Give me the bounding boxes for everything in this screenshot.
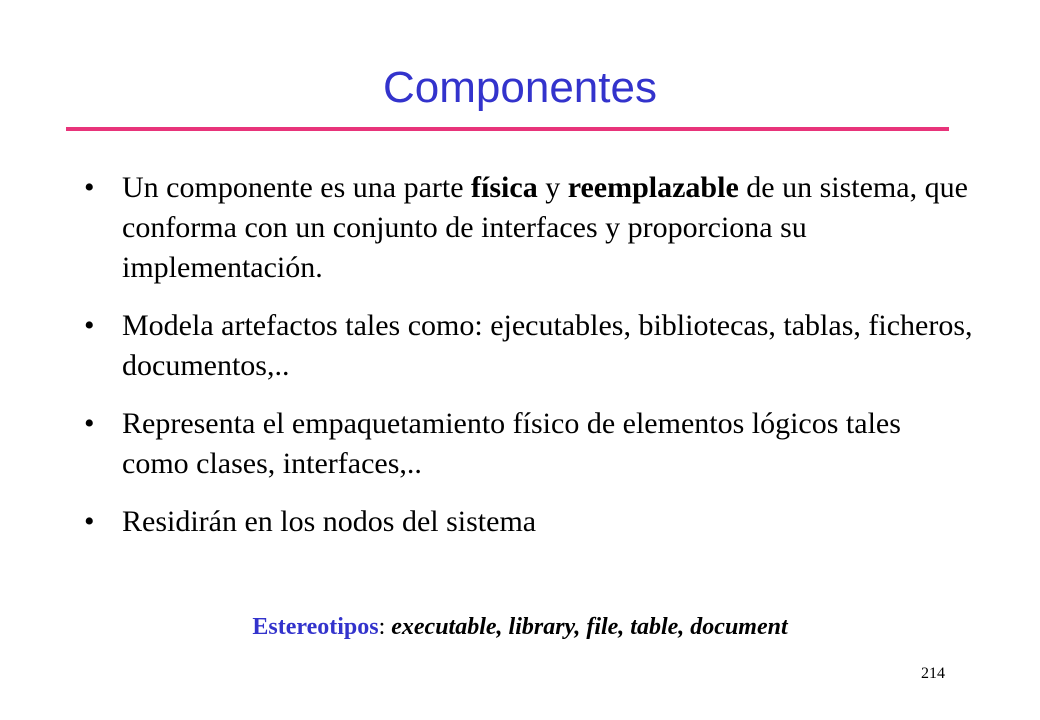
bullet-text: Representa el empaquetamiento físico de elementos lógicos tales como clases, interfaces,.. [122, 407, 901, 480]
bullet-glyph: • [84, 309, 95, 342]
bullet-glyph: • [84, 407, 95, 440]
bullet-item [84, 306, 974, 386]
bullet-text-part: de un sistema, que conforma con un conjunto de interfaces y proporciona su implementación. [122, 171, 968, 284]
slide-title: Componentes [383, 63, 657, 112]
bullet-item [84, 404, 974, 484]
bullet-emphasis-fisica: física [471, 171, 538, 204]
bullet-glyph: • [84, 171, 95, 204]
bullet-text: Residirán en los nodos del sistema [122, 505, 537, 538]
title-underline [66, 127, 949, 131]
bullet-item [84, 168, 974, 288]
bullet-emphasis-reemplazable: reemplazable [567, 171, 739, 204]
page-number: 214 [921, 665, 945, 682]
stereotypes-label: Estereotipos [252, 614, 379, 640]
bullet-text-part: y [537, 171, 568, 204]
stereotypes-values: executable, library, file, table, document [391, 614, 788, 640]
stereotypes-separator: : [378, 614, 392, 640]
bullet-item [84, 502, 974, 542]
stereotypes-line [0, 612, 1040, 642]
bullet-text: Modela artefactos tales como: ejecutables, bibliotecas, tablas, ficheros, documentos,.. [122, 309, 973, 382]
bullet-glyph: • [84, 505, 95, 538]
bullet-text-part: Un componente es una parte [122, 171, 472, 204]
bullet-list [84, 168, 974, 560]
